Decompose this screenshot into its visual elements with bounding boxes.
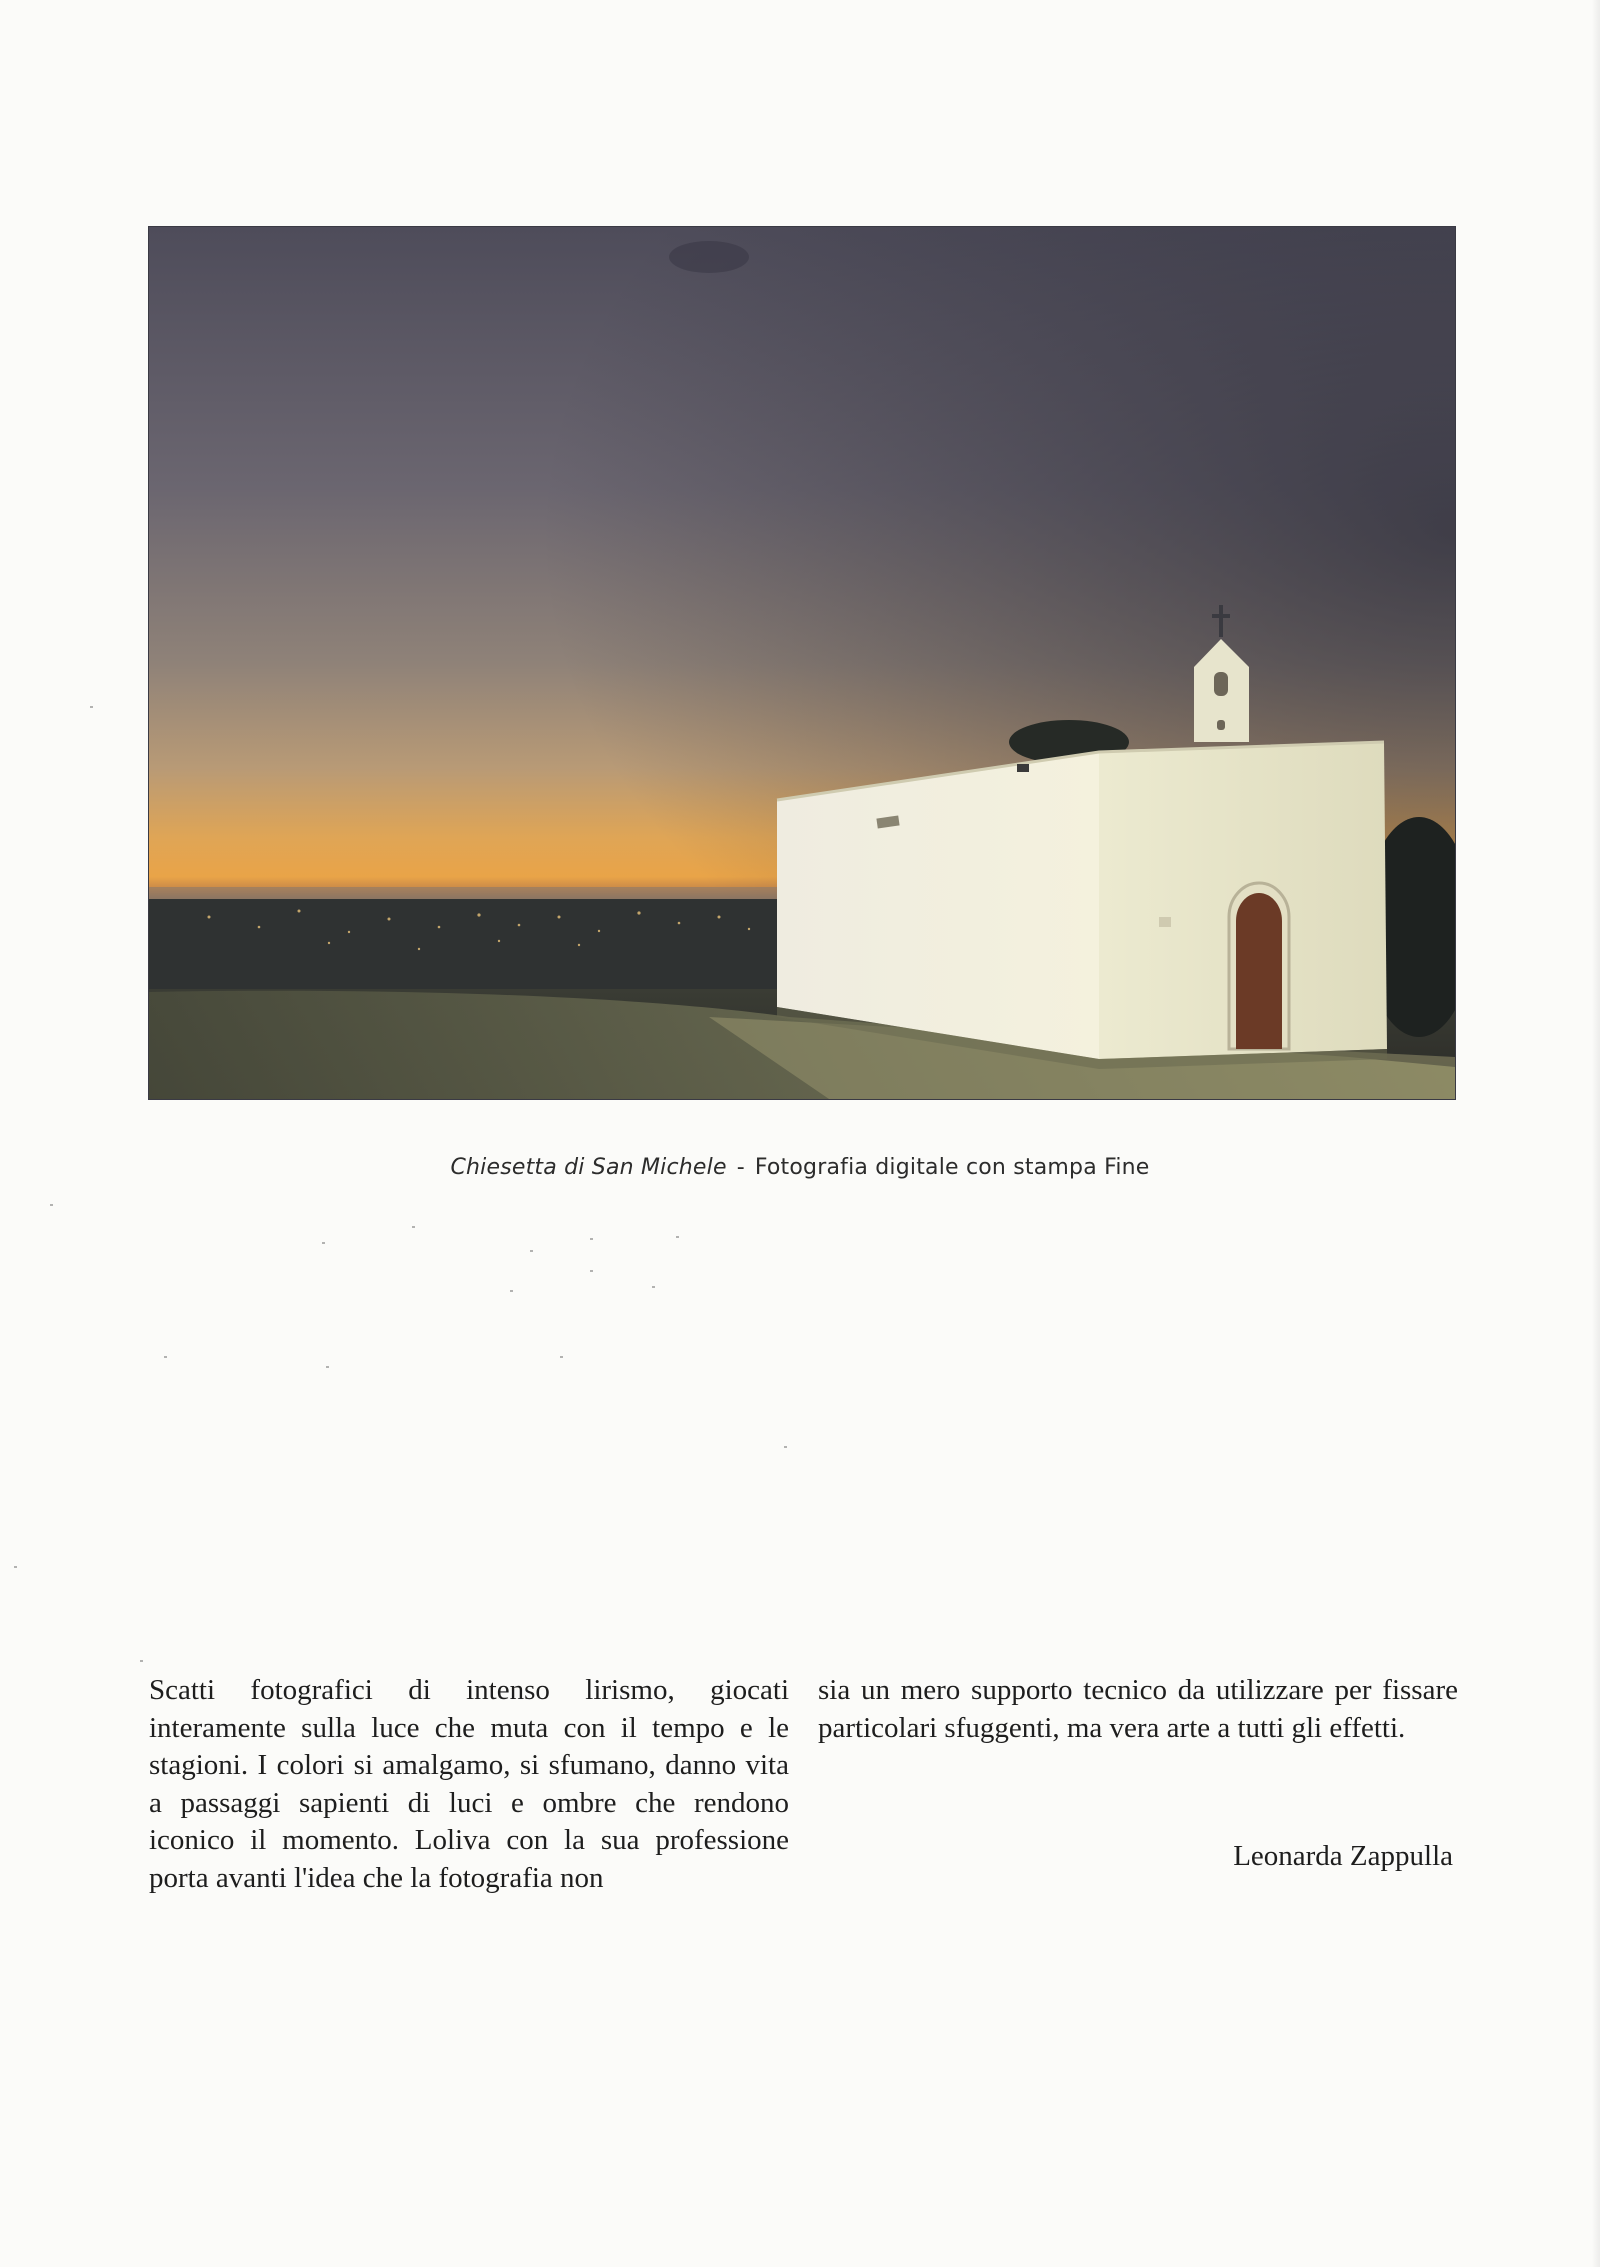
scan-speck — [652, 1286, 655, 1288]
article-signature: Leonarda Zappulla — [1233, 1840, 1453, 1872]
scan-speck — [140, 1660, 143, 1662]
scan-speck — [322, 1242, 325, 1244]
chapel-sunset-image — [149, 227, 1455, 1099]
scan-speck — [590, 1270, 593, 1272]
article-right-column — [818, 1672, 1458, 1747]
scan-speck — [676, 1236, 679, 1238]
scan-speck — [14, 1566, 17, 1568]
scan-speck — [326, 1366, 329, 1368]
scan-edge-shadow — [1592, 0, 1600, 2267]
scan-speck — [412, 1226, 415, 1228]
article-paragraph-start: Scatti fotografici di intenso lirismo, giocati interamente sulla luce che muta con il tempo e le stagioni. I colori si amalgamo, si sfumano, danno vita a passaggi sapienti di luci e ombre che rendono iconico il momento. Loliva con la sua professione porta avanti l'idea che la fotografia non — [149, 1674, 789, 1894]
scan-speck — [784, 1446, 787, 1448]
scan-speck — [90, 706, 93, 708]
photo-caption — [0, 1155, 1600, 1180]
caption-separator: - — [736, 1155, 745, 1180]
scan-speck — [560, 1356, 563, 1358]
caption-title: Chiesetta di San Michele — [450, 1155, 727, 1180]
scan-speck — [510, 1290, 513, 1292]
scan-speck — [530, 1250, 533, 1252]
scan-speck — [50, 1204, 53, 1206]
article-left-column — [149, 1672, 789, 1897]
article-paragraph-end: sia un mero supporto tecnico da utilizzare per fissare particolari sfuggenti, ma vera arte a tutti gli effetti. — [818, 1674, 1458, 1744]
scan-speck — [164, 1356, 167, 1358]
chapel-photograph — [149, 227, 1455, 1099]
caption-description: Fotografia digitale con stampa Fine — [754, 1155, 1150, 1180]
scan-speck — [590, 1238, 593, 1240]
